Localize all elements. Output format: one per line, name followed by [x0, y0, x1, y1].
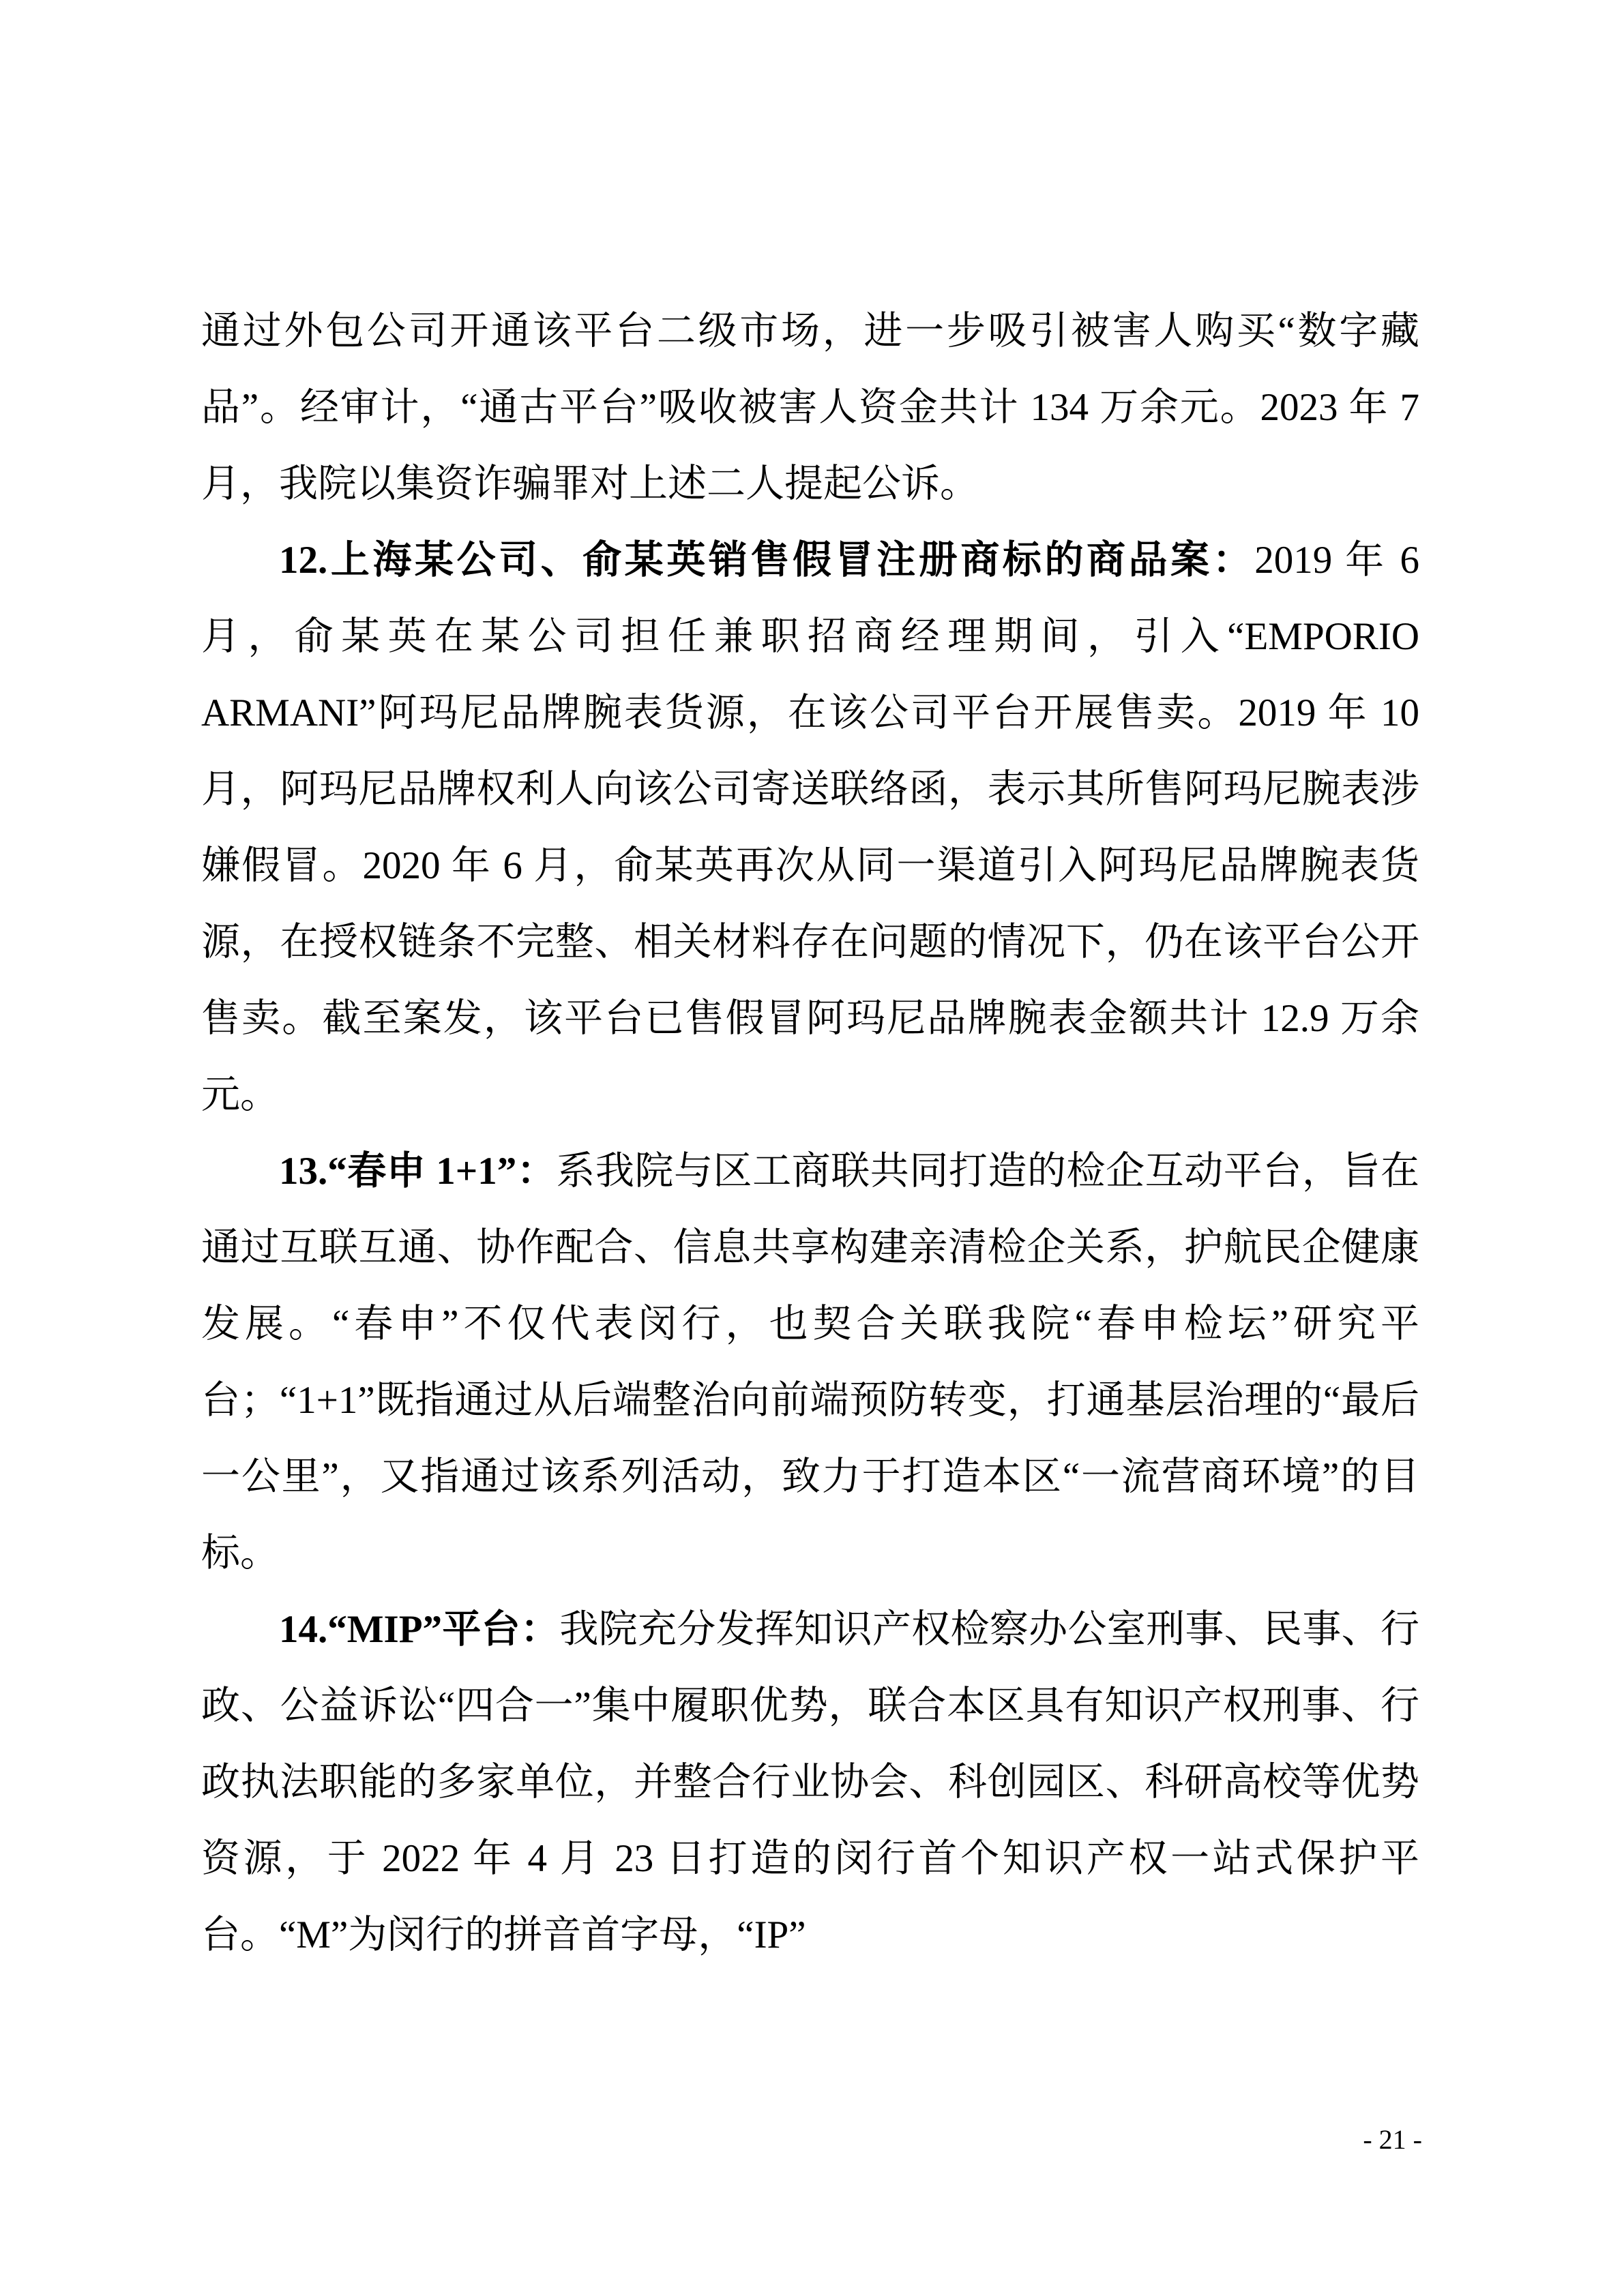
case-heading: 13.“春申 1+1”：: [279, 1150, 557, 1193]
page-number: - 21 -: [1363, 2124, 1422, 2155]
body-text: 我院充分发挥知识产权检察办公室刑事、民事、行政、公益诉讼“四合一”集中履职优势，联合本区具有知识产权刑事、行政执法职能的多家单位，并整合行业协会、科创园区、科研高校等优势资源，于 2022 年 4 月 23 日打造的闵行首个知识产权一站式保护平台。“M”为闵行的拼音首字母，“IP”: [201, 1608, 1419, 1956]
paragraph: [201, 1133, 1419, 1592]
body-text: 系我院与区工商联共同打造的检企互动平台，旨在通过互联互通、协作配合、信息共享构建亲清检企关系，护航民企健康发展。“春申”不仅代表闵行，也契合关联我院“春申检坛”研究平台；“1+1”既指通过从后端整治向前端预防转变，打通基层治理的“最后一公里”，又指通过该系列活动，致力于打造本区“一流营商环境”的目标。: [201, 1150, 1420, 1575]
document-body: [201, 293, 1419, 1973]
case-heading: 12.上海某公司、俞某英销售假冒注册商标的商品案：: [279, 539, 1255, 582]
body-text: 2019 年 6 月，俞某英在某公司担任兼职招商经理期间，引入“EMPORIO ARMANI”阿玛尼品牌腕表货源，在该公司平台开展售卖。2019 年 10 月，阿玛尼品牌权利人向该公司寄送联络函，表示其所售阿玛尼腕表涉嫌假冒。2020 年 6 月，俞某英再次从同一渠道引入阿玛尼品牌腕表货源，在授权链条不完整、相关材料存在问题的情况下，仍在该平台公开售卖。截至案发，该平台已售假冒阿玛尼品牌腕表金额共计 12.9 万余元。: [201, 539, 1419, 1116]
body-text: 通过外包公司开通该平台二级市场，进一步吸引被害人购买“数字藏品”。经审计，“通古平台”吸收被害人资金共计 134 万余元。2023 年 7 月，我院以集资诈骗罪对上述二人提起公诉。: [201, 310, 1419, 505]
paragraph: [201, 1592, 1419, 1973]
case-heading: 14.“MIP”平台：: [279, 1608, 560, 1651]
paragraph: [201, 293, 1419, 522]
paragraph: [201, 522, 1419, 1133]
